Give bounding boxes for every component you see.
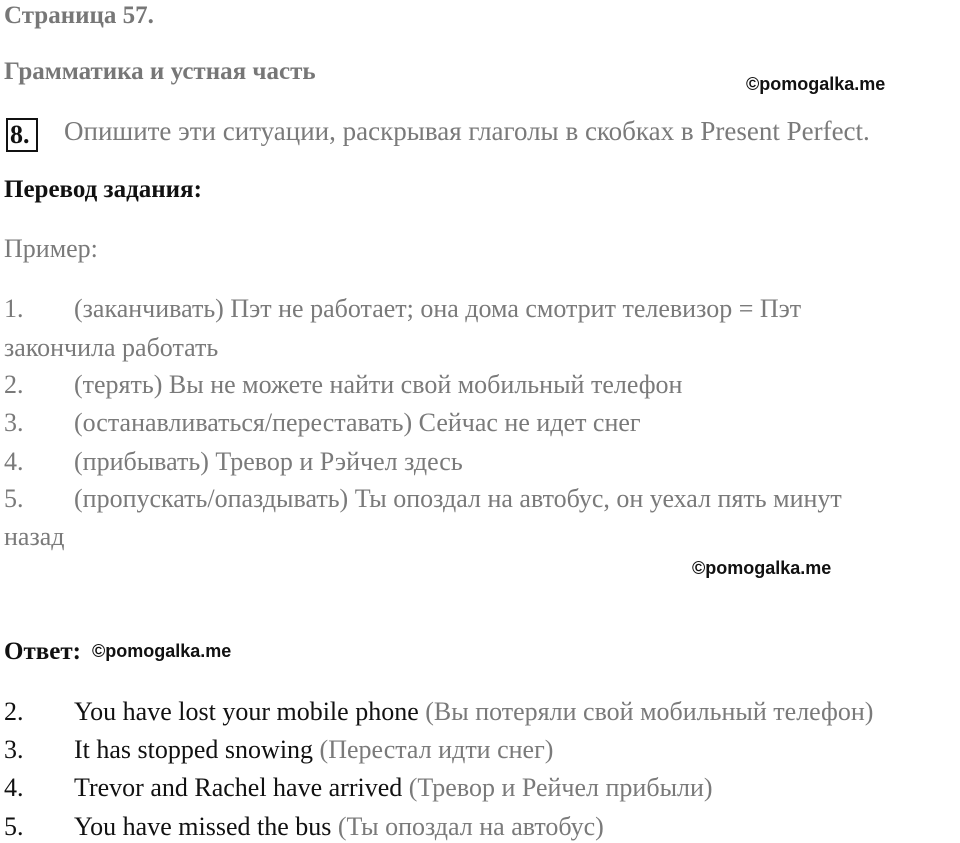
translation-item-continuation: закончила работать — [4, 333, 219, 362]
answer-english: Trevor and Rachel have arrived — [74, 773, 403, 802]
translation-item-number: 1. — [4, 294, 24, 323]
answer-russian: (Перестал идти снег) — [319, 735, 554, 764]
page-title: Страница 57. — [4, 2, 154, 29]
translation-item-number: 2. — [4, 370, 24, 399]
translation-item-text: (пропускать/опаздывать) Ты опоздал на автобус, он уехал пять минут — [74, 484, 842, 513]
translation-item-text: (прибывать) Тревор и Рэйчел здесь — [74, 447, 463, 476]
answer-english: You have missed the bus — [74, 812, 332, 841]
watermark: ©pomogalka.me — [92, 641, 232, 661]
answer-english: It has stopped snowing — [74, 735, 314, 764]
watermark: ©pomogalka.me — [692, 558, 832, 578]
answer-english: You have lost your mobile phone — [74, 697, 419, 726]
translation-item-number: 3. — [4, 408, 24, 437]
translation-item-text: (заканчивать) Пэт не работает; она дома смотрит телевизор = Пэт — [74, 294, 802, 323]
translation-item-number: 4. — [4, 447, 24, 476]
translation-item-text: (останавливаться/переставать) Сейчас не идет снег — [74, 408, 641, 437]
answer-item — [74, 735, 553, 765]
answer-item — [74, 773, 713, 803]
answer-item — [74, 812, 604, 842]
answer-item-number: 4. — [4, 773, 24, 802]
section-title: Грамматика и устная часть — [4, 58, 316, 85]
answer-heading: Ответ: — [4, 638, 81, 665]
translation-item-number: 5. — [4, 484, 24, 513]
answer-russian: (Вы потеряли свой мобильный телефон) — [425, 697, 874, 726]
answer-item — [74, 697, 873, 727]
answer-item-number: 2. — [4, 697, 24, 726]
translation-heading: Перевод задания: — [4, 176, 202, 203]
task-text: Опишите эти ситуации, раскрывая глаголы в скобках в Present Perfect. — [64, 116, 870, 146]
answer-russian: (Ты опоздал на автобус) — [337, 812, 604, 841]
translation-item-continuation: назад — [4, 522, 65, 551]
task-number-box: 8. — [6, 118, 38, 152]
example-label: Пример: — [4, 234, 98, 263]
answer-item-number: 3. — [4, 735, 24, 764]
translation-item-text: (терять) Вы не можете найти свой мобильный телефон — [74, 370, 683, 399]
answer-russian: (Тревор и Рейчел прибыли) — [408, 773, 713, 802]
answer-item-number: 5. — [4, 812, 24, 841]
watermark: ©pomogalka.me — [746, 74, 886, 94]
